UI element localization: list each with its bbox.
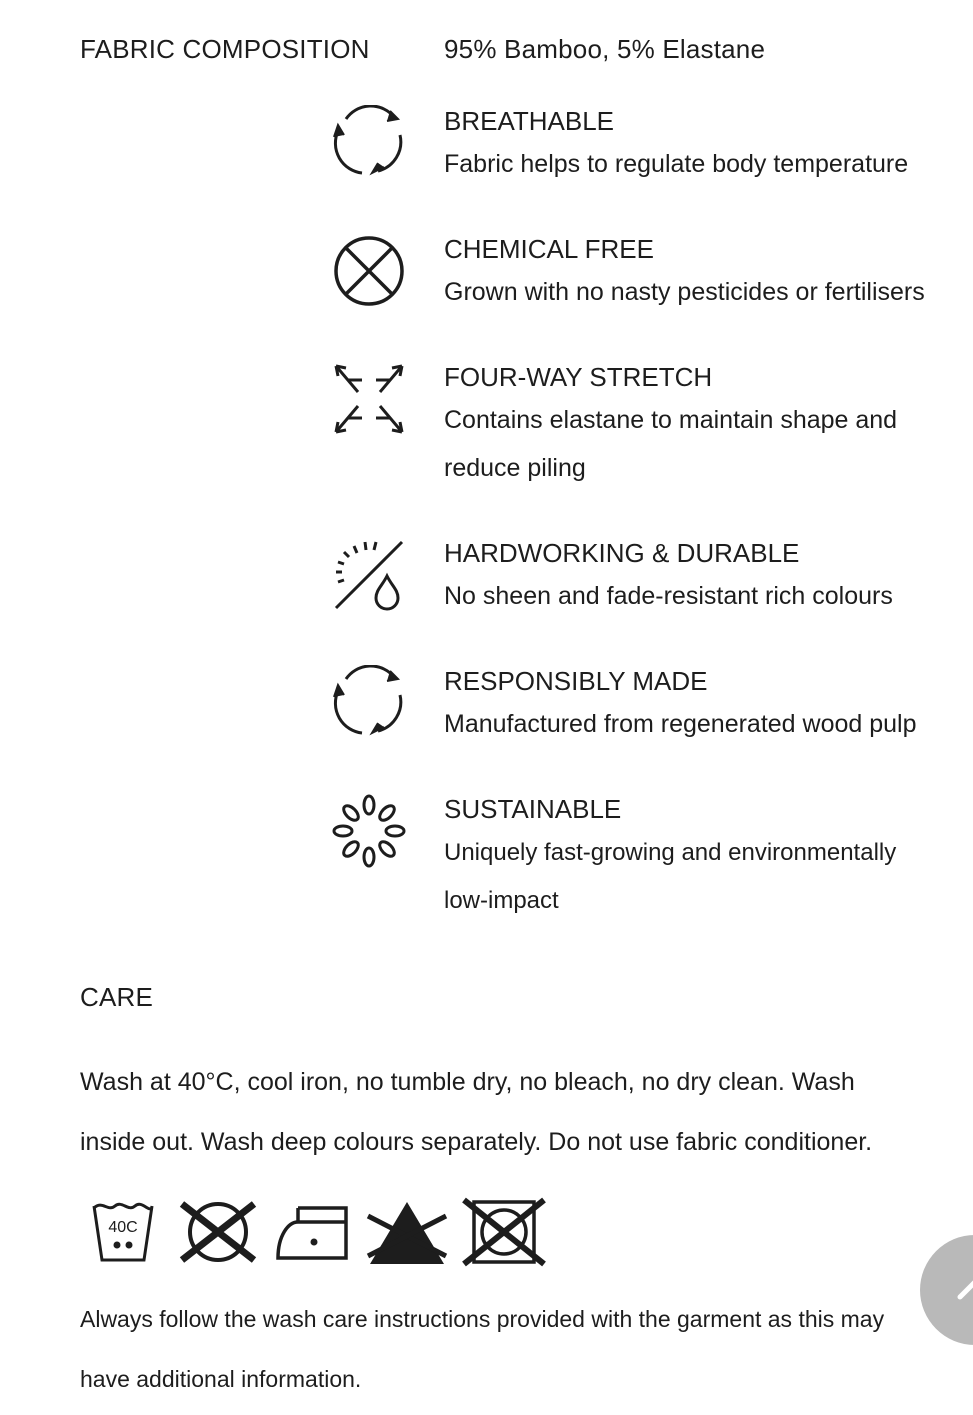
crossed-circle-icon <box>332 234 406 308</box>
recycle-arrows-icon <box>332 105 406 179</box>
sun-drop-slash-icon <box>332 538 406 612</box>
no-bleach-icon <box>364 1196 450 1268</box>
feature-desc-chemical-free: Grown with no nasty pesticides or fertilisers <box>444 278 925 306</box>
scroll-to-top-button[interactable] <box>920 1235 973 1345</box>
feature-title-four-way-stretch: FOUR-WAY STRETCH <box>444 362 713 392</box>
leaf-flower-icon <box>332 794 406 868</box>
wash-40-icon <box>90 1196 156 1268</box>
svg-text:40C: 40C <box>108 1219 138 1236</box>
feature-title-sustainable: SUSTAINABLE <box>444 794 622 824</box>
feature-desc-four-way-stretch: Contains elastane to maintain shape and reduce piling <box>444 406 898 482</box>
recycle-arrows-icon <box>332 665 406 739</box>
feature-desc-sustainable: Uniquely fast-growing and environmentally low-impact <box>444 839 897 914</box>
no-dry-clean-icon <box>176 1196 260 1268</box>
care-instructions: Wash at 40°C, cool iron, no tumble dry, no bleach, no dry clean. Wash inside out. Wash deep colours separately. Do not use fabric conditioner. <box>80 1068 873 1156</box>
feature-title-responsibly-made: RESPONSIBLY MADE <box>444 666 708 696</box>
fabric-composition-label: FABRIC COMPOSITION <box>80 34 370 64</box>
feature-desc-breathable: Fabric helps to regulate body temperature <box>444 150 909 178</box>
feature-title-chemical-free: CHEMICAL FREE <box>444 234 654 264</box>
feature-desc-hardworking-durable: No sheen and fade-resistant rich colours <box>444 582 893 610</box>
arrow-up-icon <box>920 1235 973 1345</box>
feature-title-hardworking-durable: HARDWORKING & DURABLE <box>444 538 800 568</box>
fabric-composition-value: 95% Bamboo, 5% Elastane <box>444 34 766 64</box>
feature-title-breathable: BREATHABLE <box>444 106 615 136</box>
care-heading: CARE <box>80 982 154 1012</box>
care-note: Always follow the wash care instructions provided with the garment as this may have additional information. <box>80 1306 885 1392</box>
four-way-arrows-icon <box>332 362 406 436</box>
cool-iron-icon <box>274 1196 350 1268</box>
no-tumble-dry-icon <box>462 1196 546 1268</box>
feature-desc-responsibly-made: Manufactured from regenerated wood pulp <box>444 710 917 738</box>
